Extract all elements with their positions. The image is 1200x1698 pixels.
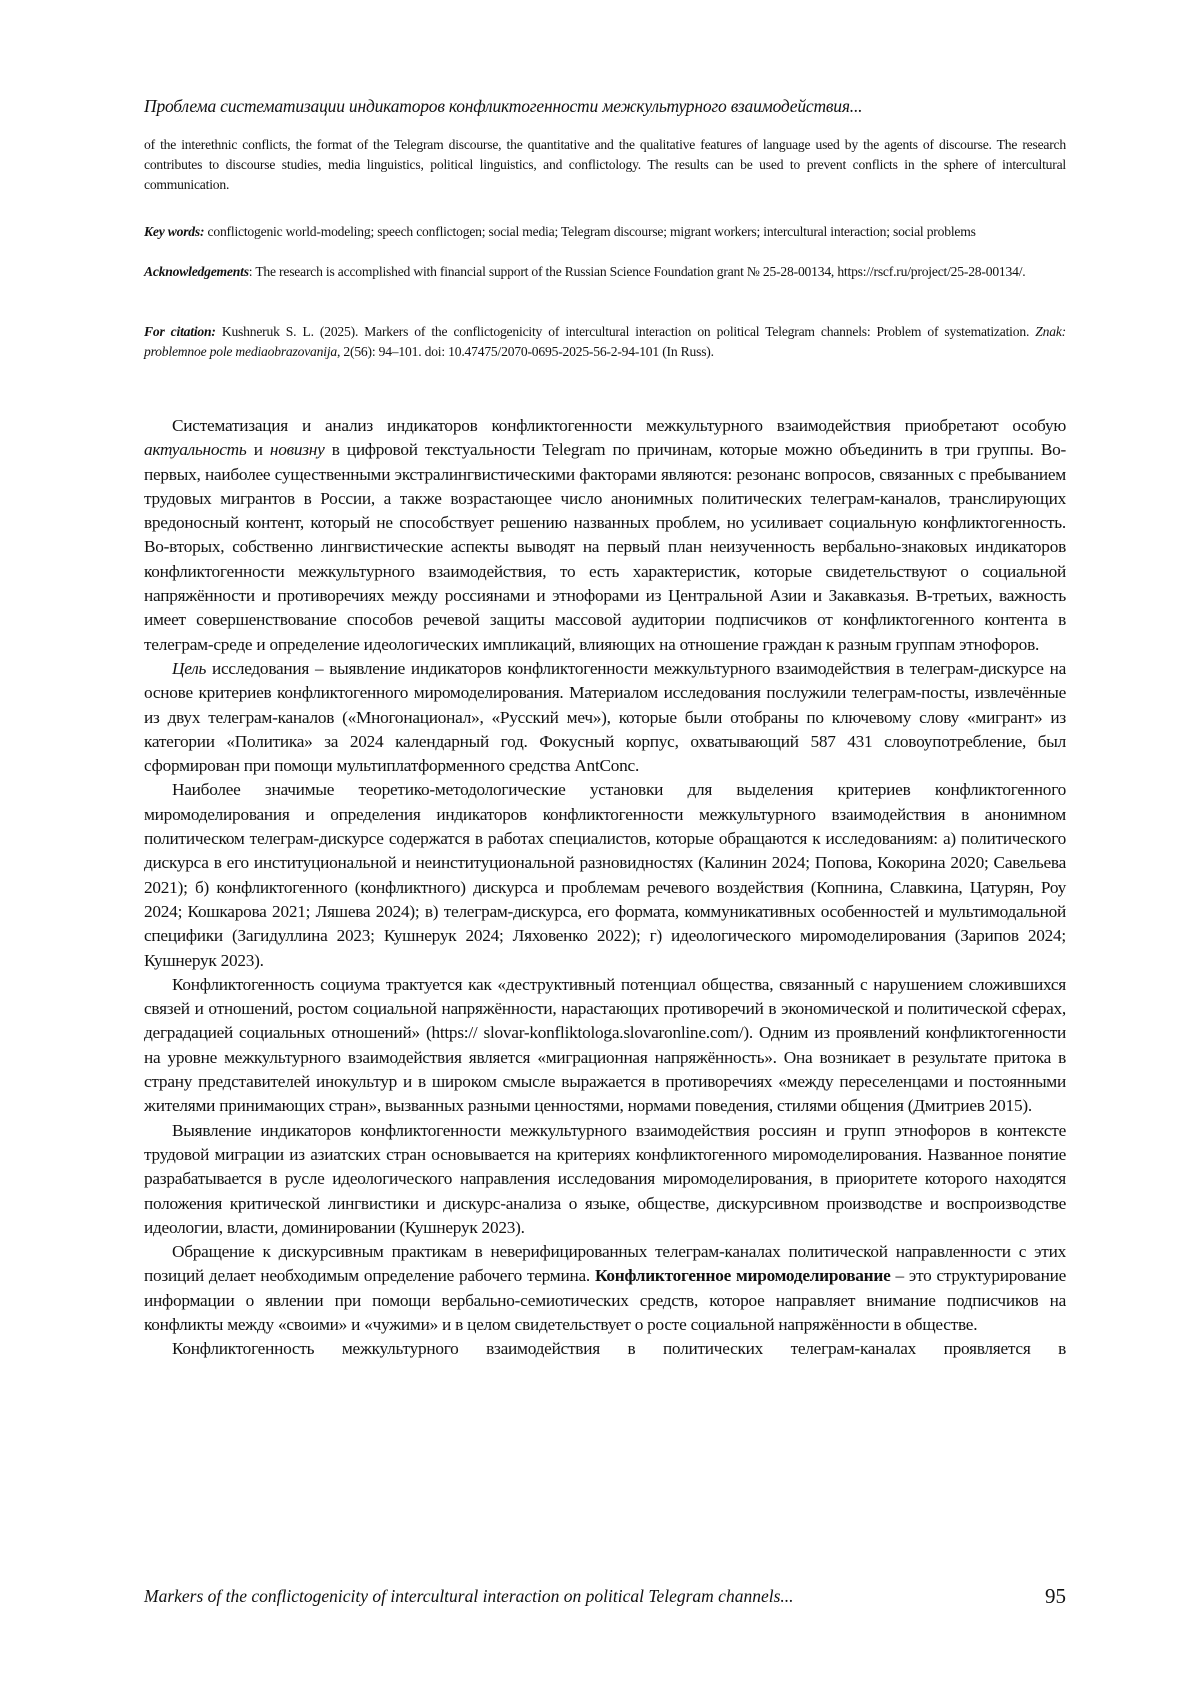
text: и — [246, 440, 270, 460]
page-number: 95 — [1045, 1584, 1066, 1608]
text: – это структурирование информации о явлении при помощи вербально-семиотических средств, которое направляет внимание подписчиков на конфликты между «своими» и «чужими» и в целом свидетельствует о росте социальной напряжённости в обществе. — [144, 1266, 1067, 1334]
running-header: Проблема систематизации индикаторов конфликтогенности межкультурного взаимодействия... — [144, 96, 863, 116]
acknowledgements-label: Acknowledgements — [144, 264, 249, 279]
keywords-label: Key words: — [144, 224, 205, 239]
text: исследования – выявление индикаторов конфликтогенности межкультурного взаимодействия в телеграм-дискурсе на основе критериев конфликтогенного миромоделирования. Материалом исследования послужили телеграм-посты, извлечённые из двух телеграм-каналов («Многонационал», «Русский меч»), которые были отобраны по ключевому слову «мигрант» из категории «Политика» за 2024 календарный год. Фокусный корпус, охватывающий 587 431 словоупотребление, был сформирован при помощи мультиплатформенного средства AntConc. — [144, 658, 1066, 776]
body-text — [144, 414, 1066, 1362]
paragraph-3: Наиболее значимые теоретико-методологические установки для выделения критериев конфликтогенного миромоделирования и определения индикаторов конфликтогенности межкультурного взаимодействия в анонимном политическом телеграм-дискурсе содержатся в работах специалистов, которые обращаются к исследованиям: а) политического дискурса в его институциональной и неинституциональной разновидностях (Калинин 2024; Попова, Кокорина 2020; Савельева 2021); б) конфликтогенного (конфликтного) дискурса и проблемам речевого воздействия (Копнина, Славкина, Цатурян, Роу 2024; Кошкарова 2021; Ляшева 2024); в) телеграм-дискурса, его формата, коммуникативных особенностей и мультимодальной специфики (Загидуллина 2023; Кушнерук 2024; Ляховенко 2022); г) идеологического миромоделирования (Зарипов 2024; Кушнерук 2023). — [144, 780, 1066, 970]
emphasis: Цель — [172, 658, 207, 678]
citation-journal: Znak: problemnoe pole mediaobrazovanija — [144, 324, 1066, 359]
paragraph-2 — [144, 657, 1066, 778]
term-definition: Конфликтогенное миромоделирование — [594, 1266, 891, 1286]
emphasis: актуальность — [144, 440, 247, 460]
text: в цифровой текстуальности Telegram по причинам, которые можно объединить в три группы. Во-первых, наиболее существенными экстралингвистическими факторами являются: резонанс вопросов, связанных с пребыванием трудовых мигрантов в России, а также возрастающее число анонимных политических телеграм-каналов, транслирующих вредоносный контент, который не способствует решению названных проблем, но усиливает социальную конфликтогенность. Во-вторых, собственно лингвистические аспекты выводят на первый план неизученность вербально-знаковых индикаторов конфликтогенности межкультурного взаимодействия, то есть характеристик, которые свидетельствуют о социальной напряжённости и противоречиях между россиянами и этнофорами из Центральной Азии и Закавказья. В-третьих, важность имеет совершенствование способов речевой защиты массовой аудитории подписчиков от конфликтогенного контента в телеграм-среде и определение идеологических импликаций, влияющих на отношение граждан к разным группам этнофоров. — [144, 440, 1066, 654]
text: Систематизация и анализ индикаторов конфликтогенности межкультурного взаимодействия приобретают особую — [172, 416, 1066, 435]
citation-text: Kushneruk S. L. (2025). Markers of the conflictogenicity of intercultural interaction on political Telegram channels: Problem of systematization. — [215, 324, 1036, 339]
keywords-text: conflictogenic world-modeling; speech conflictogen; social media; Telegram discourse; migrant workers; intercultural interaction; social problems — [204, 224, 976, 239]
emphasis: новизну — [269, 440, 325, 460]
citation — [144, 322, 1066, 362]
abstract-text: of the interethnic conflicts, the format of the Telegram discourse, the quantitative and the qualitative features of language used by the agents of discourse. The research contributes to discourse studies, media linguistics, political linguistics, and conflictology. The results can be used to prevent conflicts in the sphere of intercultural communication. — [144, 137, 1066, 192]
paragraph-6 — [144, 1240, 1066, 1337]
acknowledgements-text: : The research is accomplished with financial support of the Russian Science Foundation grant № 25-28-00134, https://rscf.ru/project/25-28-00134/. — [248, 264, 1026, 279]
paragraph-1 — [144, 414, 1066, 657]
paragraph-4: Конфликтогенность социума трактуется как «деструктивный потенциал общества, связанный с нарушением сложившихся связей и отношений, ростом социальной напряжённости, нарастающих противоречий в экономической и политической сферах, деградацией социальных отношений» (https:// slovar-konfliktologa.slovaronline.com/). Одним из проявлений конфликтогенности на уровне межкультурного взаимодействия является «миграционная напряжённость». Она возникает в результате притока в страну представителей инокультур и в широком смысле выражается в противоречиях «между переселенцами и постоянными жителями принимающих стран», вызванных разными ценностями, нормами поведения, стилями общения (Дмитриев 2015). — [144, 974, 1066, 1116]
paragraph-7: Конфликтогенность межкультурного взаимодействия в политических телеграм-каналах проявляется в — [172, 1339, 1066, 1359]
running-footer: Markers of the conflictogenicity of intercultural interaction on political Telegram channels... — [144, 1586, 794, 1606]
text: Обращение к дискурсивным практикам в неверифицированных телеграм-каналах политической направленности с этих позиций делает необходимым определение рабочего термина. — [144, 1242, 1066, 1286]
paragraph-5: Выявление индикаторов конфликтогенности межкультурного взаимодействия россиян и групп этнофоров в контексте трудовой миграции из азиатских стран основывается на критериях конфликтогенного миромоделирования. Названное понятие разрабатывается в русле идеологического направления исследования миромоделирования, в приоритете которого находятся положения критической лингвистики и дискурс-анализа о языке, обществе, дискурсивном производстве и воспроизводстве идеологии, власти, доминировании (Кушнерук 2023). — [144, 1120, 1066, 1237]
keywords — [144, 222, 1066, 242]
citation-text-end: , 2(56): 94–101. doi: 10.47475/2070-0695-2025-56-2-94-101 (In Russ). — [337, 344, 714, 359]
citation-label: For citation: — [144, 324, 216, 339]
acknowledgements — [144, 262, 1066, 282]
